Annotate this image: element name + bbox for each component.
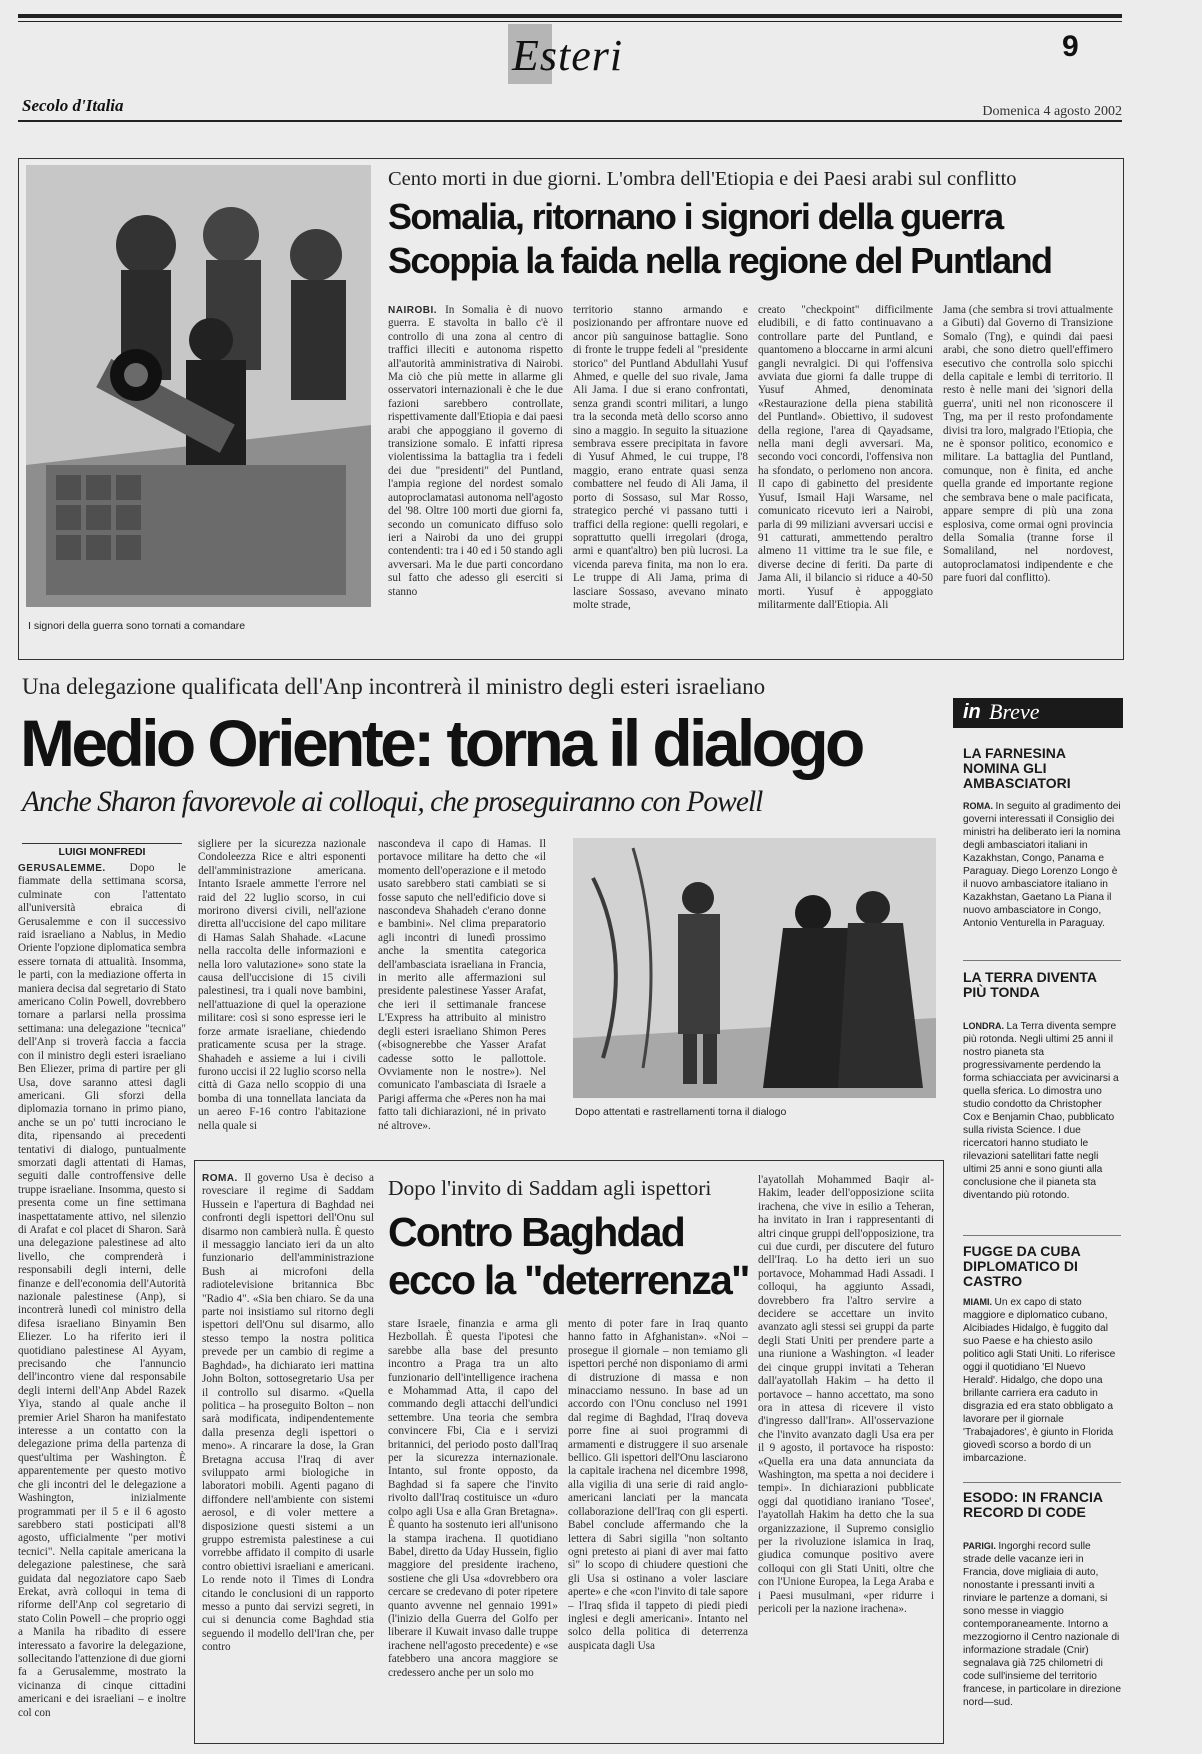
brief-body	[963, 800, 1121, 958]
brief-dateline: LONDRA.	[963, 1021, 1007, 1031]
middle-east-column-3: nascondeva il capo di Hamas. Il portavoce militare ha detto che «il momento dell'operazione e il metodo usato sarebbero stati cambiati se si fosse saputo che nell'edificio dove si nascondeva Shahadeh c'erano donne e bambini». Nel clima preparatorio agli incontri di lunedì prossimo anche la smentita categorica dell'ambasciata israeliana in Francia, in merito alle affermazioni sul presidente palestinese Yasser Arafat, che ieri il settimanale francese L'Express ha attribuito al ministro degli esteri israeliano Shimon Peres («bisognerebbe che Yasser Arafat cadesse sotto le pallottole. Ovviamente non le nostre»). Nel comunicato l'ambasciata di Israele a Parigi afferma che «Peres non ha mai fatto tali dichiarazioni, né in privato né altrove».	[378, 838, 546, 1132]
brief-title: FUGGE DA CUBA DIPLOMATICO DI CASTRO	[963, 1243, 1081, 1289]
brief-dateline: ROMA.	[963, 801, 996, 811]
middle-east-subhead: Anche Sharon favorevole ai colloqui, che proseguiranno con Powell	[22, 786, 763, 818]
somalia-column-2: territorio stanno armando e posizionando per affrontare nuove ed ancor più sanguinose battaglie. Sono di fronte le truppe fedeli al "presidente storico" del Puntland Abdullahi Yusuf Ahmed, e quelle del suo rivale, Jama Ali Jama. I due si erano confrontati, senza grandi scontri militari, a lungo tra la seconda metà dello scorso anno sino a maggio. In seguito la situazione sembrava essere precipitata in favore di Yusuf Ahmed, le cui truppe, l'8 maggio, erano entrate quasi senza combattere nel feudo di Ali Jama, il porto di Sossaso, sul Mar Rosso, strategico perché vi passano tutti i traffici della regione: quelli regolari, e soprattutto quelli irregolari (droga, armi e quant'altro) ben più lucrosi. La vicenda pareva finita, ma non lo era. Le truppe di Ali Jama, prima di lasciare Sossaso, avevano minato molte strade,	[573, 304, 748, 611]
somalia-photo	[26, 165, 371, 607]
somalia-headline-2: Scoppia la faida nella regione del Puntland	[388, 240, 1052, 281]
somalia-column-3: creato "checkpoint" difficilmente eludibili, e di fatto continuavano a controllare parte del Puntland, e quantomeno a bloccarne in armi alcuni gangli nevralgici. Di qui l'offensiva avviata due giorni fa dalle truppe di Yusuf Ahmed, denominata «Restaurazione della piena stabilità del Puntland». Obiettivo, il sudovest della regione, l'area di Qayadsame, nella mani degli avversari. Ma, secondo voci concordi, l'offensiva non ha sfondato, o perlomeno non ancora. Il capo di gabinetto del presidente Yusuf, Ismail Haji Warsame, nel comunicato ricevuto ieri a Nairobi, parla di 99 miliziani avversari uccisi e 91 catturati, ammettendo peraltro almeno 11 vittime tra le sue file, e diverse decine di feriti. Da parte di Jama Ali, il bilancio si riduce a 40-50 morti. Yusuf è appoggiato militarmente dall'Etiopia. Ali	[758, 304, 933, 611]
middle-east-column-1-text: Dopo le fiammate della settimana scorsa, culminate con l'attentato all'università ebraica di Gerusalemme e con il successivo raid israeliano a Nablus, in Medio Oriente l'opzione diplomatica sembra essere tornata di attualità. Insomma, le parti, con la mediazione offerta in maniera decisa dal segretario di Stato americano Colin Powell, dovrebbero tornare a parlarsi nella prossima settimana: una delegazione "tecnica" dell'Anp si troverà faccia a faccia con il ministro degli esteri israeliano Ben Eliezer, prima di partire per gli Usa, dove saranno attesi dagli americani. Gli sforzi della diplomazia tornano in primo piano, anche se un po' tutti incrociano le dita, ripensando ai precedenti tentativi di dialogo, puntualmente smorzati dagli attentati di Hamas, seguiti dalle controffensive delle truppe israeliane. Insomma, questo si presenta come un fine settimana inaspettatamente attivo, nel silenzio di Arafat e col placet di Sharon. Sarà una delegazione palestinese ad alto livello, che comprenderà i responsabili degli interni, delle finanze e dell'economia dell'Autorità nazionale palestinese (Anp), si incontrerà lunedì col ministro della difesa israeliano Binyamin Ben Eliezer. Lo ha riferito ieri il quotidiano palestinese Al Ayyam, precisando che l'annuncio dell'incontro viene dal responsabile degli interni dell'Anp Abdel Razek Yiya, stando al quale anche il premier Ariel Sharon ha manifestato interesse a un contatto con la delegazione prima della partenza di quest'ultima per Washington. È apparentemente per questo motivo che gli incontri del le delegazione a Washington, inizialmente programmati per il 5 e il 6 agosto sarebbero stati posticipati all'8 agosto, ufficialmente "per motivi tecnici". Nella capitale americana la delegazione palestinese, che sarà guidata dal negoziatore capo Saeb Erekat, avrà colloqui in tema di riforme dell'Anp col segretario di stato Colin Powell – che proprio oggi a Manila ha ribadito di essere interessato a favorire la delegazione, sollecitando l'attenzione di due giorni fa a Gerusalemme, mostrato la vicinanza di cinque cittadini americani e dei israeliani – e inoltre col con	[18, 862, 186, 1719]
brief-title: LA FARNESINA NOMINA GLI AMBASCIATORI	[963, 745, 1071, 791]
middle-east-column-1	[18, 862, 186, 1742]
brief-title: ESODO: IN FRANCIA RECORD DI CODE	[963, 1489, 1103, 1520]
brief-title: LA TERRA DIVENTA PIÙ TONDA	[963, 969, 1097, 1000]
somalia-headline-1: Somalia, ritornano i signori della guerra	[388, 196, 1003, 237]
baghdad-lead-text: Il governo Usa è deciso a rovesciare il regime di Saddam Hussein e l'apertura di Baghdad nei confronti degli ispettori dell'Onu sul disarmo non cambierà nulla. È questo il messaggio lanciato ieri da un alto funzionario dell'amministrazione Bush ai microfoni della radiotelevisione britannica Bbc "Radio 4". «Sia ben chiaro. Se da una parte noi insistiamo sul ritorno degli ispettori dell'Onu sul disarmo, allo stesso tempo la nostra politica prevede per un cambio di regime a Baghdad», ha dichiarato ieri mattina John Bolton, sottosegretario Usa per il controllo sul disarmo. «Quella politica – ha proseguito Bolton – non sarà modificata, indipendentemente dalla presenza degli ispettori o meno». A rincarare la dose, la Gran Bretagna accusa l'Iraq di aver sviluppato armi biologiche in laboratori mobili. Agenti pagano di diffondere nell'ambiente con sistemi aerosol, e di voler mettere a disposizione questi sistemi a un gruppo estremista palestinese a cui vorrebbe affidato il compito di usarle contro obiettivi israeliani e americani. Lo rende noto il Times di Londra citando le conclusioni di un rapporto messo a punto dai servizi segreti, in cui si denuncia come Baghdad stia seguendo il modello dell'Iran che, per contro	[202, 1172, 374, 1654]
brief-body	[963, 1020, 1121, 1230]
brief-divider	[963, 1482, 1121, 1483]
baghdad-kicker: Dopo l'invito di Saddam agli ispettori	[388, 1176, 712, 1200]
somalia-photo-caption: I signori della guerra sono tornati a comandare	[28, 620, 246, 632]
page-number: 9	[1062, 30, 1079, 63]
brief-text: In seguito al gradimento dei governi interessati il Consiglio dei ministri ha deliberato ieri la nomina degli ambasciatori italiani in Kazakhstan, Congo, Panama e Paraguay. Diego Lorenzo Longo è il nuovo ambasciatore italiano in Kazakhstan, Gaetano La Piana il nuovo ambasciatore in Congo, Antonio Venturella in Paraguay.	[963, 801, 1121, 929]
in-breve-banner	[953, 698, 1123, 728]
somalia-column-1	[388, 304, 563, 634]
somalia-column-1-text: In Somalia è di nuovo guerra. E stavolta in ballo c'è il controllo di una zona al centro di traffici illeciti e autonoma rispetto all'autorità amministrativa di Nairobi. Ma ciò che più mette in allarme gli osservatori internazionali è che le due fazioni sarebbero controllate, rispettivamente dall'Etiopia e dai paesi arabi che appoggiano il governo di transizione somalo. E infatti ripresa violentissima la battaglia tra i fedeli dei due "presidenti" del Puntland, l'ampia regione del nordest somalo autoproclamatasi autonoma nell'agosto del '98. Oltre 100 morti due giorni fa, secondo un comunicato diffuso solo ieri a Nairobi da uno dei gruppi contendenti: tra i 40 ed i 50 stando agli avversari. Ma le due parti concordano sul fatto che adesso gli eserciti si stanno	[388, 304, 563, 598]
middle-east-headline: Medio Oriente: torna il dialogo	[20, 706, 862, 780]
middle-east-dateline: GERUSALEMME.	[18, 863, 130, 874]
baghdad-lead-column	[202, 1172, 374, 1738]
middle-east-photo-caption: Dopo attentati e rastrellamenti torna il dialogo	[575, 1106, 787, 1118]
brief-text: Ingorghi record sulle strade delle vacanze ieri in Francia, dove migliaia di auto, nonostante i pressanti inviti a rinviare le partenze a domani, si sono messe in viaggio contemporaneamente. Intorno a mezzogiorno il Centro nazionale di informazione stradale (Cnir) segnalava già 725 chilometri di code sull'insieme del territorio francese, in particolare in direzione nord—sud.	[963, 1541, 1121, 1708]
middle-east-photo	[573, 838, 936, 1098]
top-rule	[18, 14, 1122, 18]
middle-east-byline: LUIGI MONFREDI	[22, 843, 182, 858]
newspaper-name: Secolo d'Italia	[22, 96, 124, 115]
somalia-column-4: Jama (che sembra si trovi attualmente a Gibuti) dal Governo di Transizione Somalo (Tng), e quindi dai paesi arabi, che sono dietro quell'effimero esecutivo che controlla solo spicchi della capitale e lembi di territorio. Il resto è nelle mani dei 'signori della guerra', uniti nel non riconoscere il Tng, ma per il resto profondamente divisi tra loro, malgrado l'Etiopia, che ne è sponsor politico, economico e militare. La battaglia del Puntland, comunque, non è finita, ed anche quella grande ed importante regione che sembrava bene o male pacificata, appare sempre di più una zona esplosiva, come ormai ogni provincia della Somalia (tranne forse il Somaliland, nel nordovest, autoproclamatosi indipendente e che pare fuori dal conflitto).	[943, 304, 1113, 585]
brief-text: La Terra diventa sempre più rotonda. Negli ultimi 25 anni il nostro pianeta sta progressivamente perdendo la forma schiacciata per avvicinarsi a quella sferica. Lo dimostra uno studio condotto da Christopher Cox e Benjamin Chao, pubblicato sulla rivista Science. I due ricercatori hanno studiato le rilevazioni satellitari fatte negli ultimi 25 anni e sono giunti alla conclusione che il pianeta sta diventando più rotondo.	[963, 1021, 1119, 1201]
brief-divider	[963, 1235, 1121, 1236]
brief-divider	[963, 960, 1121, 961]
baghdad-dateline: ROMA.	[202, 1173, 245, 1184]
brief-text: Un ex capo di stato maggiore e diplomatico cubano, Alcibiades Hidalgo, è fuggito dal suo Paese e ha chiesto asilo politico agli Stati Uniti. Lo riferisce oggi il quotidiano 'El Nuevo Herald'. Hidalgo, che dopo una brillante carriera era caduto in disgrazia ed era stato obbligato a lavorare per il giornale 'Trabajadores', è giunto in Florida giovedì scorso a bordo di un imbarcazione.	[963, 1297, 1116, 1464]
brief-body	[963, 1540, 1121, 1740]
somalia-kicker: Cento morti in due giorni. L'ombra dell'Etiopia e dei Paesi arabi sul conflitto	[388, 168, 1017, 190]
brief-dateline: MIAMI.	[963, 1297, 995, 1307]
in-breve-label-in: in	[963, 701, 981, 723]
baghdad-column-3: mento di poter fare in Iraq quanto hanno fatto in Afghanistan». «Noi – prosegue il giornale – non temiamo gli ispettori perché non disponiamo di armi di distruzione di massa e non minacciamo nessuno. In base ad un accordo con l'Onu concluso nel 1991 dal regime di Baghdad, l'Iraq doveva porre fine ai suoi programmi di armamenti e distruggere il suo arsenale bellico. Gli ispettori dell'Onu lasciarono la capitale irachena nel dicembre 1998, alla vigilia di una serie di raid anglo-americani lanciati per la mancata collaborazione dell'Iraq con gli esperti. Babel conclude affermando che la lettera di Sabri sigilla "non soltanto ogni pretesto ai piani di aver mai fatto sì" lo scopo di chiudere questioni che gli Usa si ostinano a voler lasciare aperte» e che «con l'invito di tale sapore – l'Iraq sfida il tappeto di piedi piedi inglesi e degli americani». Intanto nel solco della politica di deterrenza auspicata dagli Usa	[568, 1318, 748, 1652]
issue-date: Domenica 4 agosto 2002	[982, 104, 1122, 119]
baghdad-headline-2: ecco la "deterrenza"	[388, 1257, 749, 1303]
brief-body	[963, 1296, 1121, 1478]
section-title: Esteri	[512, 31, 624, 80]
baghdad-column-4: l'ayatollah Mohammed Baqir al-Hakim, leader dell'opposizione sciita irachena, che vive in esilio a Teheran, ha invitato in Iran i rappresentanti di altri cinque gruppi dell'opposizione, tra cui due curdi, per discutere del futuro dell'Iraq. Lo ha detto ieri un suo portavoce, Mohammad Hadi Assadi. I colloqui, ha aggiunto Assadi, dovrebbero fra l'altro servire a decidere se accettare un invito avanzato agli stessi sei gruppi da parte degli Stati Uniti per prendere parte a una riunione a Washington. «I leader dei cinque gruppi invitati a Teheran dall'ayatollah Hakim – ha detto il portavoce – hanno accettato, ma sono ora in attesa di ricevere il visto d'ingresso dall'Iran». All'osservazione che l'invito avanzato dagli Usa era per il 9 agosto, il portavoce ha risposto: «Quella era una data annunciata da Washington, ma spetta a noi decidere i tempi». In dichiarazioni pubblicate oggi dal quotidiano iraniano 'Tosee', l'ayatollah Hakim ha detto che la sua organizzazione, il Supremo consiglio per la rivoluzione islamica in Iraq, giudica comunque positivo avere colloqui con gli Stati Uniti, oltre che con l'Unione Europea, la Lega Araba e i Paesi musulmani, «per ridurre i pericoli per la nazione irachena».	[758, 1174, 934, 1615]
top-rule-thin	[18, 21, 1122, 22]
brief-dateline: PARIGI.	[963, 1541, 999, 1551]
masthead-rule	[18, 120, 1122, 122]
in-breve-label-breve: Breve	[989, 699, 1040, 724]
somalia-dateline: NAIROBI.	[388, 305, 446, 316]
middle-east-column-2: sigliere per la sicurezza nazionale Condoleezza Rice e altri esponenti dell'amministrazione americana. Intanto Israele ammette l'errore nel raid del 22 luglio scorso, in cui morirono diversi civili, nell'azione diretta all'uccisione del capo militare di Hamas Salah Shahade. «Lacune nella raccolta delle informazioni e nella loro valutazione» sono state la causa dell'uccisione di 15 civili palestinesi, tra i quali nove bambini, nell'attuazione di quel la operazione militare: così si sono espresse ieri le forze armate israeliane, chiedendo praticamente scusa per la strage. Shahadeh e assieme a lui i civili furono uccisi il 22 luglio scorso nella città di Gaza nello scoppio di una bomba di una tonnellata lanciata da un aereo F-16 contro l'abitazione nella quale si	[198, 838, 366, 1132]
middle-east-kicker: Una delegazione qualificata dell'Anp incontrerà il ministro degli esteri israeliano	[22, 674, 766, 699]
baghdad-column-2: stare Israele, finanzia e arma gli Hezbollah. È questa l'ipotesi che sarebbe alla base del presunto incontro a Praga tra un alto funzionario dell'intelligence irachena e Mohammad Atta, il capo del commando degli attacchi dell'undici settembre. Una teoria che sembra convincere Fbi, Cia e i servizi britannici, del periodo posto dall'Iraq per la sicurezza internazionale. Intanto, sul fronte opposto, da Baghdad si fa sapere che l'invito rivolto dall'Iraq costituisce un «duro colpo agli Usa e alla Gran Bretagna». È quanto ha sostenuto ieri all'unisono la stampa irachena. Il quotidiano Babel, diretto da Uday Hussein, figlio maggiore del presidente iracheno, sostiene che gli Usa «dovrebbero ora cercare se credevano di poter ripetere quanto avvenne nel gennaio 1991» (l'inizio della Guerra del Golfo per liberare il Kuwait invaso dalle truppe irachene nell'agosto precedente) e «se fatebbero una ancora maggiore se credessero anche per un solo mo	[388, 1318, 558, 1679]
baghdad-headline-1: Contro Baghdad	[388, 1209, 684, 1255]
